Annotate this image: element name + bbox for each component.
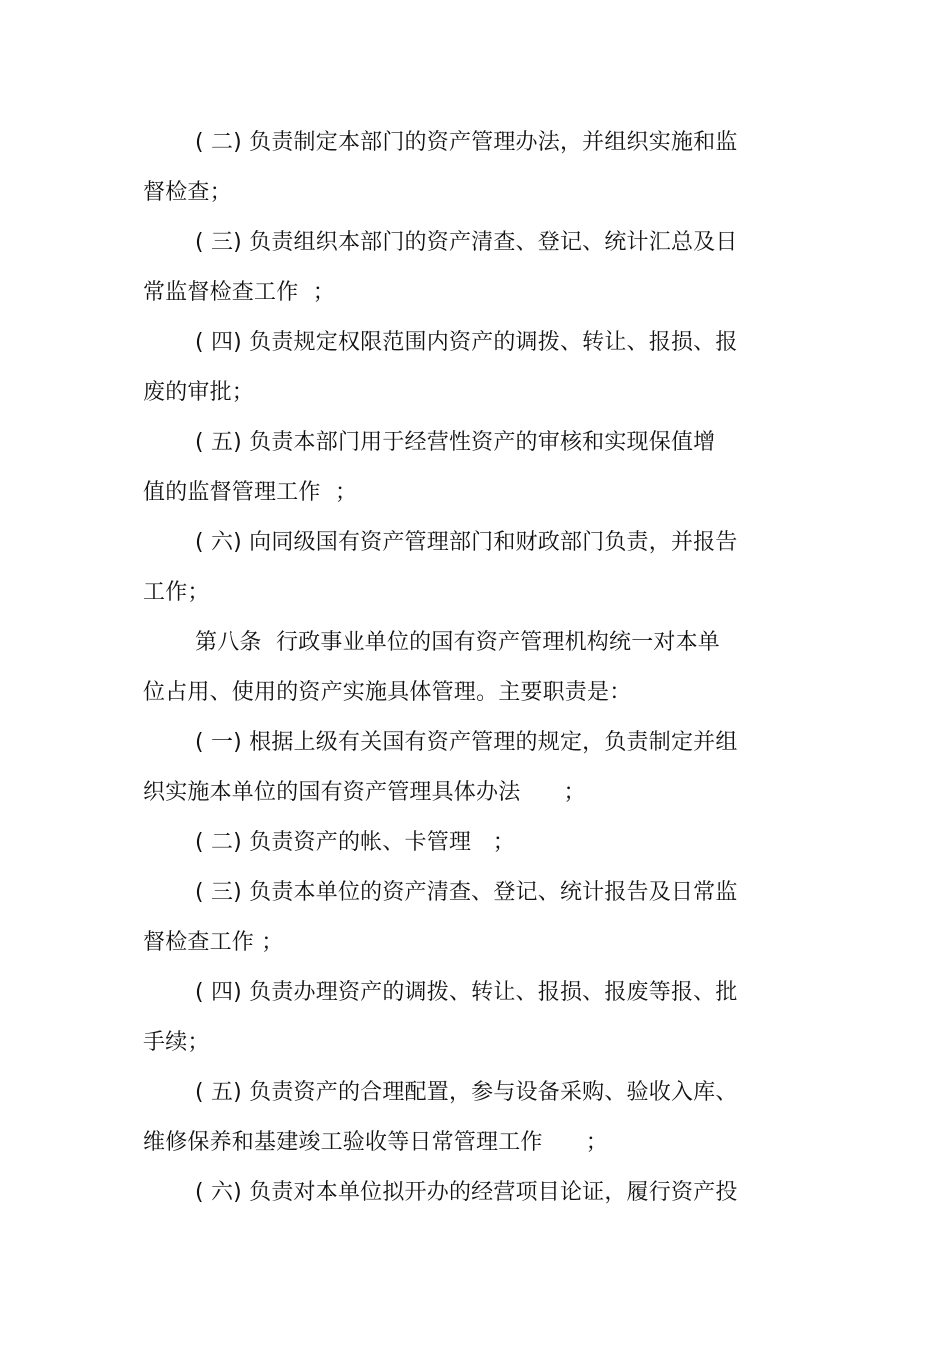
text-line-15: ( 二) 负责资产的帐、卡管理 ； [195,830,515,855]
text-line-17: 督检查工作 ； [143,930,284,955]
text-line-20: ( 五) 负责资产的合理配置，参与设备采购、验收入库、 [195,1080,738,1105]
text-line-6: 废的审批； [143,380,255,405]
text-line-5: ( 四) 负责规定权限范围内资产的调拨、转让、报损、报 [195,330,738,355]
text-line-8: 值的监督管理工作 ； [143,480,358,505]
text-line-18: ( 四) 负责办理资产的调拨、转让、报损、报废等报、批 [195,980,738,1005]
text-line-13: ( 一) 根据上级有关国有资产管理的规定，负责制定并组 [195,730,738,755]
text-line-3: ( 三) 负责组织本部门的资产清查、登记、统计汇总及日 [195,230,738,255]
document-body [143,118,753,1218]
text-line-16: ( 三) 负责本单位的资产清查、登记、统计报告及日常监 [195,880,738,905]
text-line-19: 手续； [143,1030,210,1055]
text-line-4: 常监督检查工作 ； [143,280,335,305]
text-line-11: 第八条 行政事业单位的国有资产管理机构统一对本单 [195,630,720,655]
text-line-21: 维修保养和基建竣工验收等日常管理工作 ； [143,1130,608,1155]
text-line-1: ( 二) 负责制定本部门的资产管理办法，并组织实施和监 [195,130,738,155]
text-line-7: ( 五) 负责本部门用于经营性资产的审核和实现保值增 [195,430,716,455]
text-line-14: 织实施本单位的国有资产管理具体办法 ； [143,780,586,805]
text-line-2: 督检查； [143,180,232,205]
text-line-12: 位占用、使用的资产实施具体管理。主要职责是： [143,680,632,705]
text-line-9: ( 六) 向同级国有资产管理部门和财政部门负责，并报告 [195,530,738,555]
text-line-22: ( 六) 负责对本单位拟开办的经营项目论证，履行资产投 [195,1180,738,1205]
text-line-10: 工作； [143,580,210,605]
